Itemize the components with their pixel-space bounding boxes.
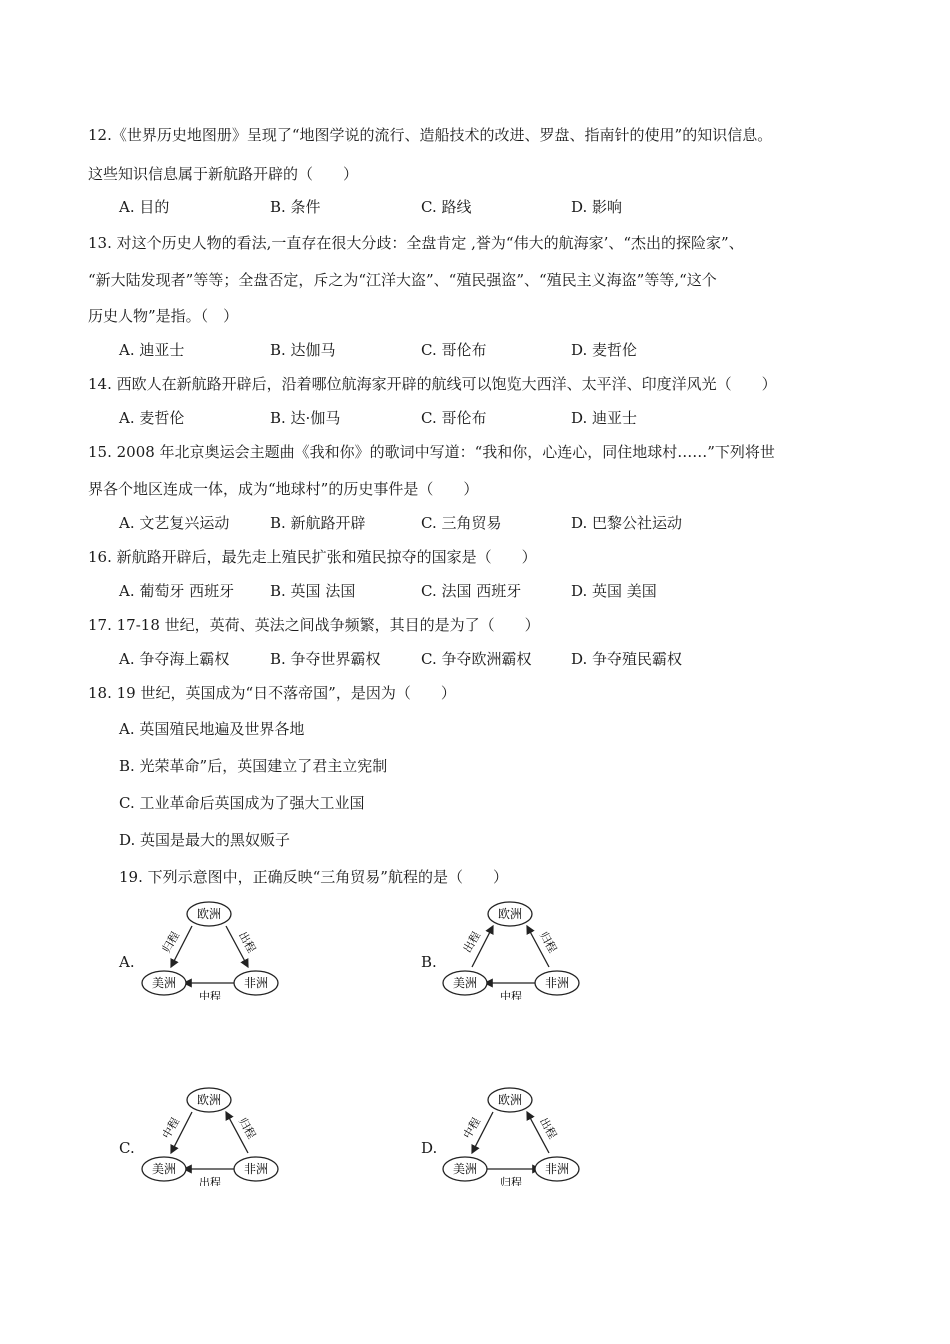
triangle-trade-diagram: [140, 1086, 280, 1186]
triangle-trade-diagram: [441, 1086, 581, 1186]
europe-label: 欧洲: [196, 1093, 222, 1107]
q17-line-1: 17. 17-18 世纪，英荷、英法之间战争频繁，其目的是为了（ ）: [88, 616, 540, 634]
q18-option-d[interactable]: D. 英国是最大的黑奴贩子: [119, 831, 291, 849]
bottom-route-label: 出程: [199, 1176, 221, 1186]
q18-option-c[interactable]: C. 工业革命后英国成为了强大工业国: [119, 794, 365, 812]
q13-line-3: 历史人物”是指。（ ）: [88, 307, 239, 325]
q14-option-d[interactable]: D. 迪亚士: [571, 409, 638, 427]
q14-line-1: 14. 西欧人在新航路开辟后，沿着哪位航海家开辟的航线可以饱览大西洋、太平洋、印度洋风光（ ）: [88, 375, 777, 393]
q12-option-a[interactable]: A. 目的: [119, 198, 170, 216]
america-label: 美洲: [151, 1162, 177, 1176]
america-label: 美洲: [151, 976, 177, 990]
q13-line-2: “新大陆发现者”等等；全盘否定，斥之为“江洋大盗”、“殖民强盗”、“殖民主义海盗”等等,“这个: [88, 271, 717, 289]
bottom-route-label: 中程: [500, 990, 522, 1000]
q13-option-c[interactable]: C. 哥伦布: [421, 341, 487, 359]
left-route-label: 中程: [159, 1115, 183, 1142]
q13-line-1: 13. 对这个历史人物的看法,一直存在很大分歧：全盘肯定 ,誉为“伟大的航海家’、“杰出的探险家”、: [88, 234, 744, 252]
q18-option-a[interactable]: A. 英国殖民地遍及世界各地: [119, 720, 305, 738]
left-route-label: 中程: [460, 1115, 484, 1142]
q18-line-1: 18. 19 世纪，英国成为“日不落帝国”，是因为（ ）: [88, 684, 456, 702]
q19-option-a[interactable]: A.: [119, 953, 135, 971]
q15-option-d[interactable]: D. 巴黎公社运动: [571, 514, 683, 532]
q13-option-b[interactable]: B. 达伽马: [270, 341, 336, 359]
q15-option-a[interactable]: A. 文艺复兴运动: [119, 514, 230, 532]
right-route-label: 出程: [536, 1115, 560, 1142]
right-route-label: 归程: [235, 1115, 259, 1142]
bottom-route-label: 归程: [500, 1176, 522, 1186]
q15-line-1: 15. 2008 年北京奥运会主题曲《我和你》的歌词中写道：“我和你，心连心，同住地球村……”下列将世: [88, 443, 775, 461]
diagram-a: [140, 900, 280, 1000]
diagram-c: [140, 1086, 280, 1186]
q19-line-1: 19. 下列示意图中，正确反映“三角贸易”航程的是（ ）: [119, 868, 508, 886]
q14-option-c[interactable]: C. 哥伦布: [421, 409, 487, 427]
america-label: 美洲: [452, 976, 478, 990]
diagram-d: [441, 1086, 581, 1186]
q16-option-c[interactable]: C. 法国 西班牙: [421, 582, 522, 600]
right-route-label: 出程: [235, 929, 259, 956]
africa-label: 非洲: [544, 976, 570, 990]
america-label: 美洲: [452, 1162, 478, 1176]
q16-option-a[interactable]: A. 葡萄牙 西班牙: [119, 582, 235, 600]
q12-line-1: 12.《世界历史地图册》呈现了“地图学说的流行、造船技术的改进、罗盘、指南针的使用”的知识信息。: [88, 126, 773, 144]
q15-option-c[interactable]: C. 三角贸易: [421, 514, 502, 532]
europe-label: 欧洲: [497, 907, 523, 921]
left-route-label: 归程: [159, 929, 183, 956]
europe-label: 欧洲: [196, 907, 222, 921]
triangle-trade-diagram: [441, 900, 581, 1000]
q14-option-a[interactable]: A. 麦哲伦: [119, 409, 185, 427]
bottom-route-label: 中程: [199, 990, 221, 1000]
triangle-trade-diagram: [140, 900, 280, 1000]
q14-option-b[interactable]: B. 达·伽马: [270, 409, 341, 427]
q12-option-b[interactable]: B. 条件: [270, 198, 321, 216]
q19-option-d[interactable]: D.: [421, 1139, 438, 1157]
q15-line-2: 界各个地区连成一体，成为“地球村”的历史事件是（ ）: [88, 480, 479, 498]
q16-option-b[interactable]: B. 英国 法国: [270, 582, 356, 600]
q17-option-b[interactable]: B. 争夺世界霸权: [270, 650, 381, 668]
q17-option-a[interactable]: A. 争夺海上霸权: [119, 650, 230, 668]
q15-option-b[interactable]: B. 新航路开辟: [270, 514, 366, 532]
q19-option-b[interactable]: B.: [421, 953, 437, 971]
q19-option-c[interactable]: C.: [119, 1139, 135, 1157]
left-route-label: 出程: [460, 929, 484, 956]
q12-line-2: 这些知识信息属于新航路开辟的（ ）: [88, 165, 359, 183]
q16-line-1: 16. 新航路开辟后，最先走上殖民扩张和殖民掠夺的国家是（ ）: [88, 548, 537, 566]
right-route-label: 归程: [536, 929, 560, 956]
q18-option-b[interactable]: B. 光荣革命”后，英国建立了君主立宪制: [119, 757, 388, 775]
africa-label: 非洲: [243, 1162, 269, 1176]
africa-label: 非洲: [243, 976, 269, 990]
q12-option-d[interactable]: D. 影响: [571, 198, 623, 216]
q16-option-d[interactable]: D. 英国 美国: [571, 582, 657, 600]
q17-option-d[interactable]: D. 争夺殖民霸权: [571, 650, 683, 668]
q13-option-a[interactable]: A. 迪亚士: [119, 341, 185, 359]
europe-label: 欧洲: [497, 1093, 523, 1107]
diagram-b: [441, 900, 581, 1000]
q13-option-d[interactable]: D. 麦哲伦: [571, 341, 638, 359]
q12-option-c[interactable]: C. 路线: [421, 198, 472, 216]
africa-label: 非洲: [544, 1162, 570, 1176]
q17-option-c[interactable]: C. 争夺欧洲霸权: [421, 650, 532, 668]
